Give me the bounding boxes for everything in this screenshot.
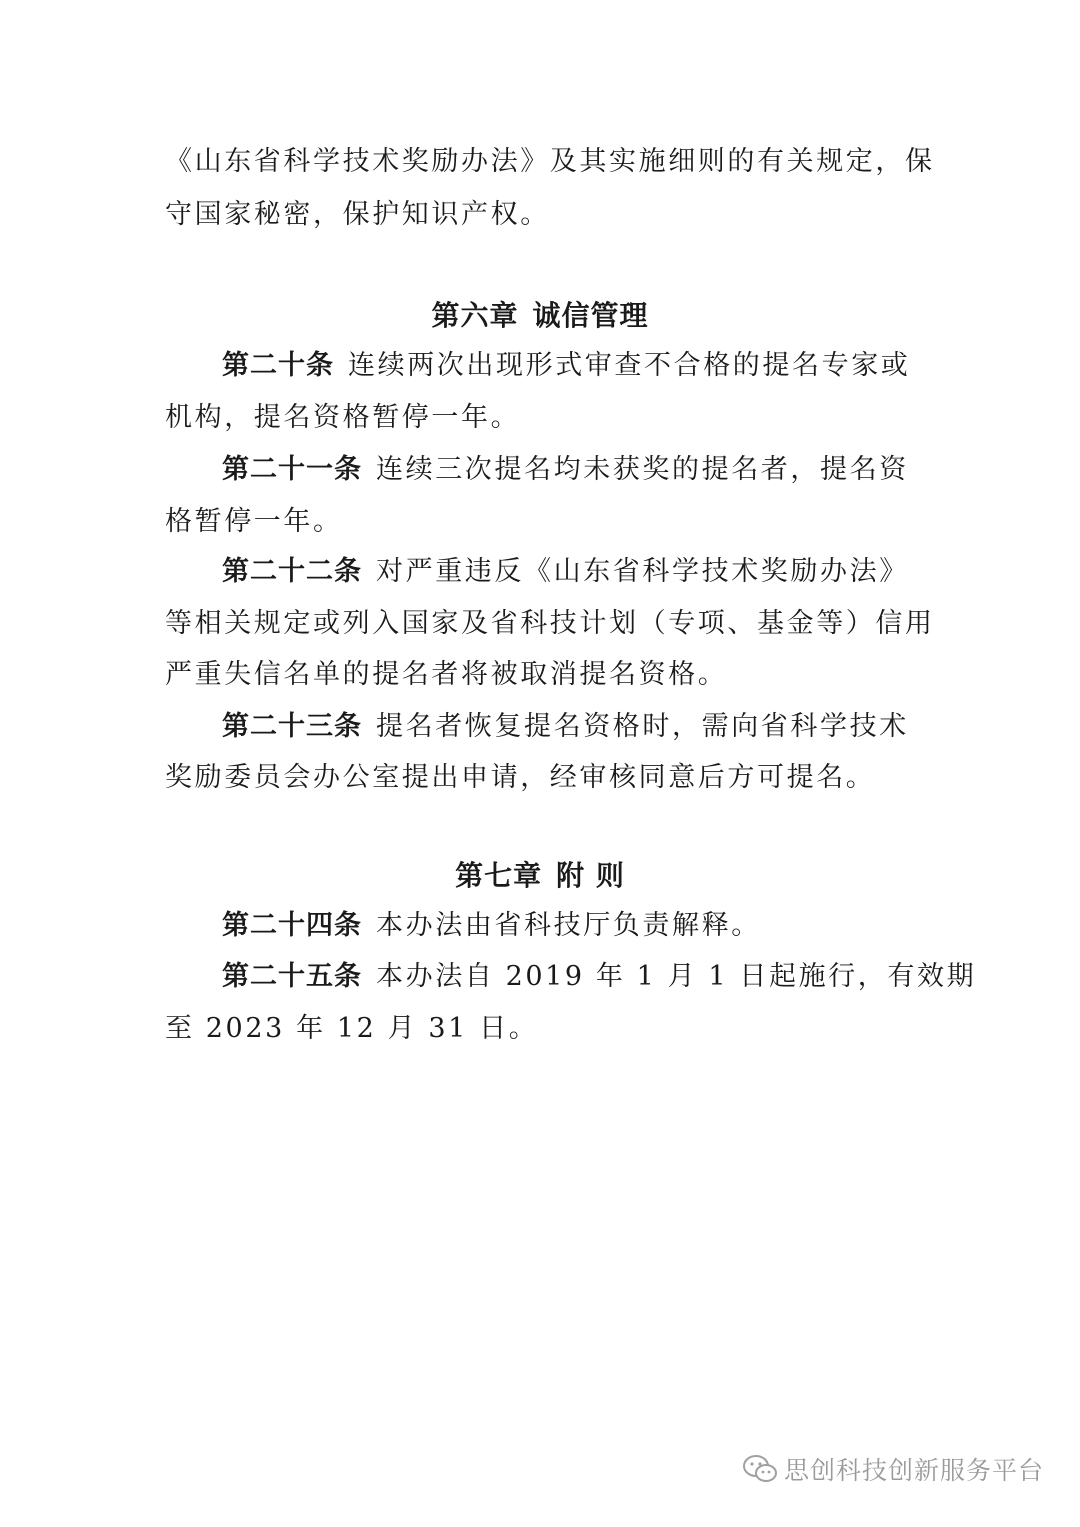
- article-23-line-1: [222, 707, 922, 747]
- article-21-label: 第二十一条: [222, 454, 362, 485]
- chapter-6-title: 诚信管理: [532, 299, 649, 332]
- article-24-text-1: 本办法由省科技厅负责解释。: [376, 910, 761, 941]
- article-23-line-2: 奖励委员会办公室提出申请，经审核同意后方可提名。: [165, 762, 876, 793]
- chapter-6-number: 第六章: [431, 299, 519, 332]
- wechat-icon: [742, 1454, 778, 1484]
- article-20-line-2: 机构，提名资格暂停一年。: [165, 402, 521, 433]
- continuation-line-2: 守国家秘密，保护知识产权。: [165, 199, 550, 230]
- article-20-line-1: [222, 346, 922, 386]
- article-22-label: 第二十二条: [222, 556, 362, 587]
- article-23-label: 第二十三条: [222, 711, 362, 742]
- article-21-line-2: 格暂停一年。: [165, 506, 343, 537]
- article-25-label: 第二十五条: [222, 961, 362, 992]
- article-21-text-1: 连续三次提名均未获奖的提名者，提名资: [376, 454, 909, 485]
- article-22-line-1: [222, 552, 922, 592]
- article-24-line-1: [222, 906, 922, 946]
- article-24-label: 第二十四条: [222, 910, 362, 941]
- article-25-line-1: [222, 957, 977, 997]
- chapter-7-title: 附 则: [556, 859, 625, 892]
- article-21-line-1: [222, 450, 922, 490]
- chapter-7-heading: [0, 856, 1080, 896]
- article-22-text-1: 对严重违反《山东省科学技术奖励办法》: [376, 556, 909, 587]
- chapter-6-heading: [0, 296, 1080, 336]
- watermark: [742, 1451, 1044, 1487]
- article-20-label: 第二十条: [222, 350, 334, 381]
- continuation-line-1: 《山东省科学技术奖励办法》及其实施细则的有关规定，保: [165, 146, 935, 177]
- watermark-text: 思创科技创新服务平台: [783, 1456, 1044, 1485]
- article-22-line-2: 等相关规定或列入国家及省科技计划（专项、基金等）信用: [165, 608, 935, 639]
- article-25-line-2: 至 2023 年 12 月 31 日。: [165, 1013, 539, 1044]
- article-20-text-1: 连续两次出现形式审查不合格的提名专家或: [348, 350, 911, 381]
- article-22-line-3: 严重失信名单的提名者将被取消提名资格。: [165, 659, 728, 690]
- article-25-text-1: 本办法自 2019 年 1 月 1 日起施行，有效期: [376, 961, 977, 992]
- article-23-text-1: 提名者恢复提名资格时，需向省科学技术: [376, 711, 909, 742]
- chapter-7-number: 第七章: [455, 859, 543, 892]
